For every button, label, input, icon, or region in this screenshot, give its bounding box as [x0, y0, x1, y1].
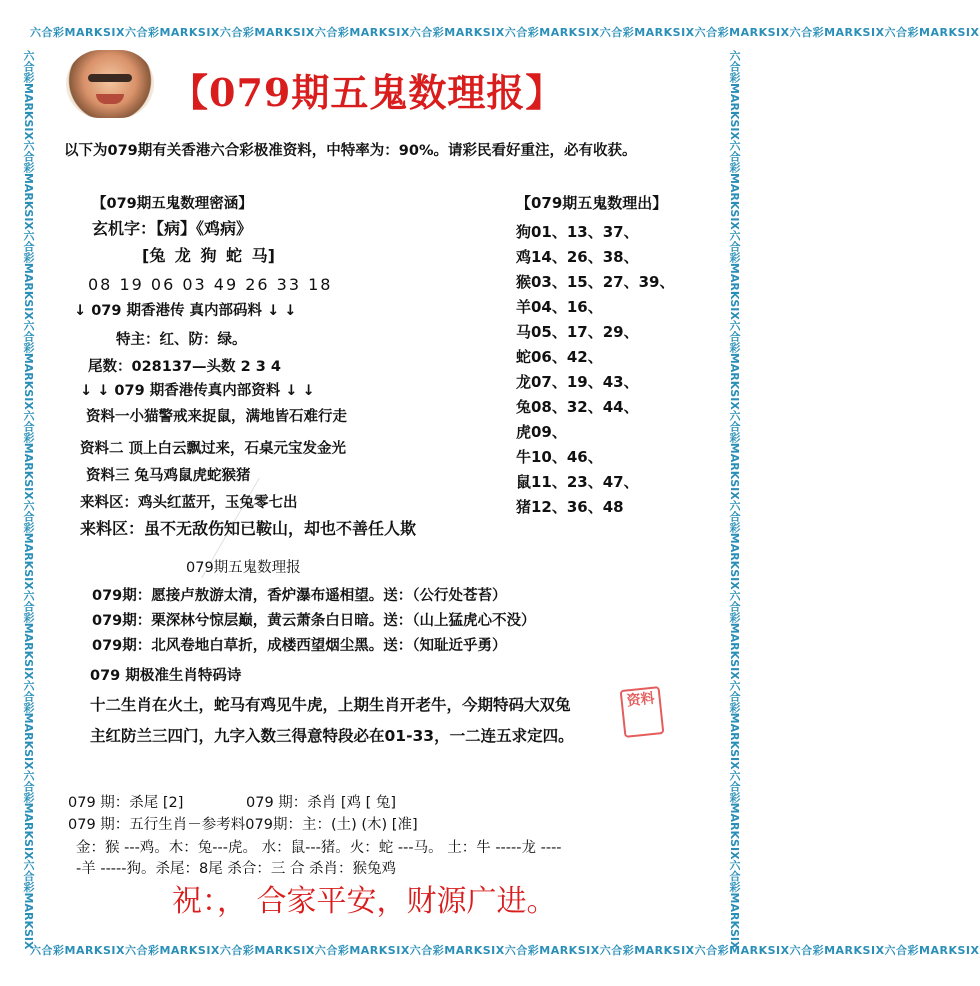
numbers-line: 08 19 06 03 49 26 33 18	[88, 275, 333, 294]
list-item: 猴03、15、27、39、	[516, 273, 675, 291]
ziliao-3: 资料三 兔马鸡鼠虎蛇猴猪	[86, 468, 251, 484]
poem-heading: 079 期极准生肖特码诗	[90, 668, 242, 684]
xuanji-line: 玄机字：【病】《鸡病》	[92, 219, 253, 238]
avatar-glasses	[88, 74, 132, 82]
page-title: 【079期五鬼数理报】	[170, 70, 565, 115]
wuxing-line: 079 期：五行生肖－参考料079期：主：(土) (木) [准]	[68, 817, 418, 833]
weishu-line: 尾数：028137—头数 2 3 4	[88, 359, 281, 375]
left-heading: 【079期五鬼数理密涵】	[92, 196, 253, 212]
border-right-text: 六合彩MARKSIX六合彩MARKSIX六合彩MARKSIX六合彩MARKSIX六合彩MARKSIX六合彩MARKSIX六合彩MARKSIX六合彩MARKSIX六合彩MARKSIX六合彩MARKSIX	[728, 50, 741, 950]
poem-line-1: 十二生肖在火土，蛇马有鸡见牛虎，上期生肖开老牛，今期特码大双兔	[90, 696, 571, 714]
verse-line-3: 079期：北风卷地白草折，成楼西望烟尘黑。送：（知耻近乎勇）	[92, 638, 507, 654]
sha-wei-line: 079 期：杀尾 [2]	[68, 795, 184, 811]
elements-line-2: -羊 -----狗。杀尾：8尾 杀合：三 合 杀肖：猴兔鸡	[76, 861, 397, 877]
list-item: 鼠11、23、47、	[516, 473, 639, 491]
list-item: 马05、17、29、	[516, 323, 639, 341]
poem-line-2: 主红防兰三四门，九字入数三得意特段必在01-33，一二连五求定四。	[90, 727, 574, 745]
tezhu-line: 特主：红、防：绿。	[116, 332, 247, 348]
hk-transmit-line-1: ↓ 079 期香港传 真内部码料 ↓ ↓	[74, 303, 297, 319]
ziliao-1: 资料一小猫警戒来捉鼠，满地皆石难行走	[86, 409, 347, 425]
hk-transmit-line-2: ↓ ↓ 079 期香港传真内部资料 ↓ ↓	[80, 383, 315, 399]
blessing-text: 祝：， 合家平安，财源广进。	[172, 884, 557, 919]
red-seal-stamp: 资料	[620, 686, 665, 738]
avatar-mouth	[96, 94, 124, 104]
border-top-text: 六合彩MARKSIX六合彩MARKSIX六合彩MARKSIX六合彩MARKSIX六合彩MARKSIX六合彩MARKSIX六合彩MARKSIX六合彩MARKSIX六合彩MARKSIX六合彩MARKSIX	[30, 26, 980, 39]
right-heading: 【079期五鬼数理出】	[516, 194, 668, 212]
ziliao-2: 资料二 顶上白云飘过来，石桌元宝发金光	[80, 441, 347, 457]
list-item: 鸡14、26、38、	[516, 248, 639, 266]
zodiac-line: [兔 龙 狗 蛇 马]	[142, 246, 275, 265]
verse-line-2: 079期：栗深林兮惊层巅，黄云萧条白日暗。送：（山上猛虎心不没）	[92, 613, 536, 629]
list-item: 狗01、13、37、	[516, 223, 639, 241]
intro-text: 以下为079期有关香港六合彩极准资料，中特率为：90%。请彩民看好重注，必有收获。	[64, 143, 637, 159]
list-item: 虎09、	[516, 423, 567, 441]
avatar-photo	[66, 50, 154, 118]
border-left-text: 六合彩MARKSIX六合彩MARKSIX六合彩MARKSIX六合彩MARKSIX六合彩MARKSIX六合彩MARKSIX六合彩MARKSIX六合彩MARKSIX六合彩MARKSIX六合彩MARKSIX	[22, 50, 35, 950]
list-item: 龙07、19、43、	[516, 373, 639, 391]
sha-xiao-line: 079 期：杀肖 [鸡 [ 兔]	[246, 795, 397, 811]
laiqu-1: 来料区：鸡头红蓝开，玉兔零七出	[80, 495, 298, 511]
border-bottom-text: 六合彩MARKSIX六合彩MARKSIX六合彩MARKSIX六合彩MARKSIX六合彩MARKSIX六合彩MARKSIX六合彩MARKSIX六合彩MARKSIX六合彩MARKSIX六合彩MARKSIX	[30, 944, 980, 957]
list-item: 羊04、16、	[516, 298, 603, 316]
verse-line-1: 079期：愿接卢敖游太清，香炉瀑布遥相望。送：（公行处苍苔）	[92, 588, 507, 604]
mid-heading: 079期五鬼数理报	[186, 560, 301, 576]
elements-line-1: 金：猴 ---鸡。木：兔---虎。 水：鼠---猪。火：蛇 ---马。 土：牛 -----龙 ----	[76, 840, 562, 856]
laiqu-2: 来料区：虽不无敌伤知已鞍山，却也不善任人欺	[80, 519, 417, 538]
list-item: 猪12、36、48	[516, 498, 624, 516]
list-item: 蛇06、42、	[516, 348, 603, 366]
list-item: 兔08、32、44、	[516, 398, 639, 416]
list-item: 牛10、46、	[516, 448, 603, 466]
